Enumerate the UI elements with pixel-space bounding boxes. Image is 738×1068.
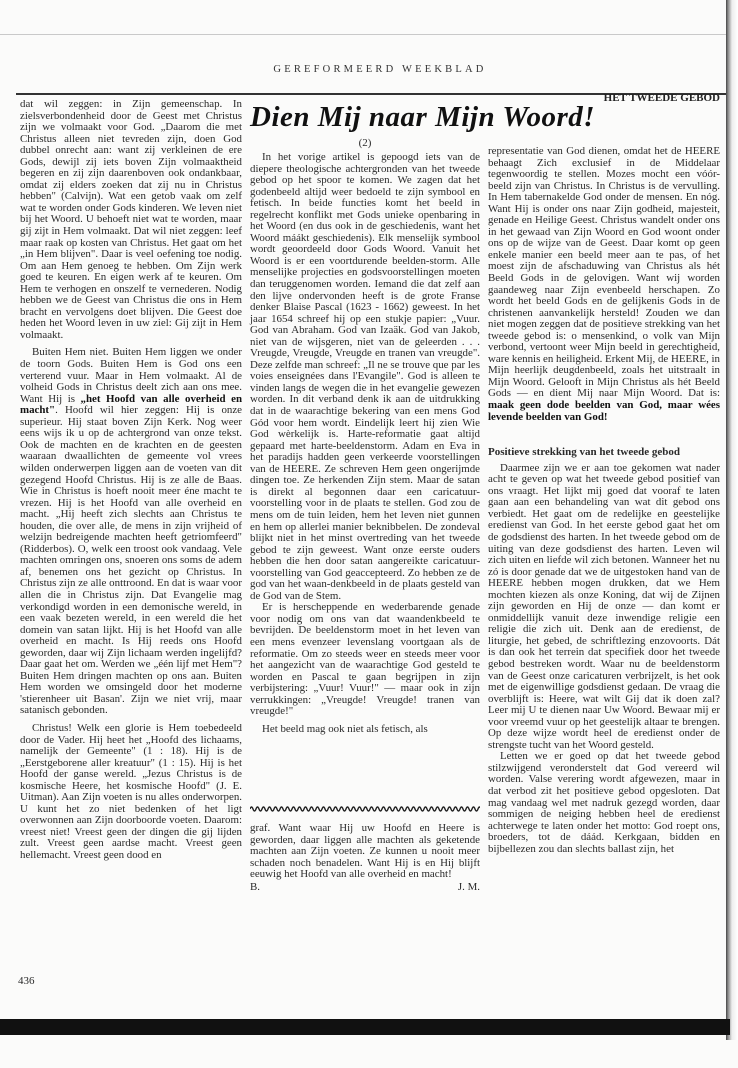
paragraph: Christus! Welk een glorie is Hem toebedeeld door de Vader. Hij heet het „Hoofd des lichaams, namelijk der Gemeente" (1 : 18). Hij is de „Eerstgeborene aller kreatuur" (1 : 15). Hij is het Hoofd der ganse wereld. „Jezus Christus is de kosmische Heere, het kosmische Hoofd" (J. E. Uitman). Aan Zijn voeten is nu alles onderworpen. U kunt het zo niet bedenken of het ligt overwonnen aan Zijn doorboorde voeten. Daarom: vreest niet! Vreest geen der dingen die gij lijden zult. Vreest geen aardse macht. Vreest geen hellemacht. Vreest geen dood en — [20, 721, 242, 861]
bold-text: maak geen dode beelden van God, maar wées levende beelden van God! — [488, 399, 720, 423]
paragraph: dat wil zeggen: in Zijn gemeenschap. In zielsverbondenheid door de Geest met Christus zijn we volmaakt voor God. „Daarom die met Christus alleen niet tevreden zijn, doen God dubbel onrecht aan: want zij verkleinen de ere Gods, dewijl zij iets boven Zijn volmaaktheid begeren en zij zijn daarenboven ook ondankbaar, omdat zij elders zoeken dat zij nu in Christus hebben" (Calvijn). Wat een getob vaak om zelf wat te worden onder Gods kinderen. We leven niet bij het Woord. U behoeft niet wat te worden, maar gij zijt in Hem volmaakt. Dat wil niet zeggen: leef maar raak op kosten van Christus. Het gaat om het „in Hem blijven". Daar is veel oefening toe nodig. Om aan Hem genoeg te hebben. Om Zijn werk goed te keuren. En eigen werk af te keuren. Om Hem te verhogen en onszelf te vernederen. Nodig hebben we de Geest van Christus die ons in Hem bracht en vervolgens doet blijven. Die Geest doe heden het Woord leven in uw ziel: Gij zijt in Hem volmaakt. — [20, 98, 242, 341]
part-number: (2) — [358, 137, 372, 149]
signature-line — [250, 882, 480, 894]
signature-left: B. — [250, 880, 260, 893]
page-number: 436 — [18, 975, 35, 987]
paragraph: Letten we er goed op dat het tweede gebod stilzwijgend veronderstelt dat God vereerd wil worden. Valse verering wordt afgewezen, maar in dat verbod zit het positieve gebod opgesloten. Dat mag vandaag wel met nadruk gezegd worden, daar sommigen de neiging hebben heel de eredienst achterwege te laten onder het motto: God roept ons, broeders, tot de dáád. Kerkgaan, bidden en bijbellezen zou dan slechts ballast zijn, het — [488, 750, 720, 855]
section-label: HET TWEEDE GEBOD — [603, 92, 720, 104]
running-head: GEREFORMEERD WEEKBLAD — [273, 64, 487, 75]
paragraph: Er is herscheppende en wederbarende genade voor nodig om ons van dat waandenkbeeld te bevrijden. De beeldenstorm moet in het leven van een mens evenzeer levenslang voortgaan als de reformatie. Om zo steeds weer en steeds meer voor het aangezicht van de waarachtige God gesteld te worden en Pascal te gaan begrijpen in zijn verbijstering: „Vuur! Vuur!" — maar ook in zijn verrukkingen: „Vreugde! Vreugde! tranen van vreugde!" — [250, 601, 480, 718]
scan-edge-right — [726, 0, 738, 1040]
paragraph — [488, 146, 720, 423]
paragraph: In het vorige artikel is gepoogd iets van de diepere theologische achtergronden van het tweede gebod op het spoor te komen. We zagen dat het godenbeeld altijd weer bedoeld te zijn symbool en fetisch. In beide functies komt het beeld in regelrecht konflikt met Gods unieke openbaring in het Woord (en dus ook in de geschiedenis, want het Woord máákt geschiedenis). Elk menselijk symbool wordt geoordeeld door Gods Woord. Vanuit het Woord is er een voortdurende beelden-storm. Alle menselijke projecties en godsvoorstellingen moeten dan teruggenomen worden. Iemand die dat zelf aan den lijve ondervonden heeft is de grote Franse denker Blaise Pascal (1623 - 1662) geweest. In het jaar 1654 schreef hij op een stukje papier: „Vuur. God van Abraham. God van Izaäk. God van Jakob, niet van de wijsgeren, niet van de geleerden . . . Vreugde, Vreugde, Vreugde en tranen van vreugde". Deze zelfde man schreef: „Il ne se trouve que par les voies enseignées dans l'Evangile". God is alleen te vinden langs de wegen die in het evangelie gewezen worden. In dit verband denk ik aan de uitdrukking dat in de waarachtige bekering van een mens God Gód voor hem wordt. Eindelijk leert hij zien Wie God wèrkelijk is. Harte-reformatie gaat altijd gepaard met harte-beeldenstorm. Adam en Eva in het paradijs hadden geen verkeerde voorstellingen van de HEERE. Ze schreven Hem geen ongerijmde dingen toe. Ze herkenden Zijn stem. Maar de satan is direkt al begonnen daar een caricatuur-voorstelling voor in de plaats te stellen. God zou de mens om de tuin leiden, hem het leven niet gunnen en hem op allerlei manier beknibbelen. De zondeval blijkt niet in het minst overtreding van het tweede gebod te zijn geweest. Want onze eerste ouders hebben die hen door satan aangereikte caricatuur-voorstelling van God geaccepteerd. Zo hebben ze de god van het waan-denkbeeld in de plaats gesteld van de God van de Stem. — [250, 151, 480, 602]
scan-edge-top — [0, 34, 728, 35]
text-run: Buiten Hem niet. Buiten Hem liggen we onder de toorn Gods. Buiten Hem is God ons een verterend vuur. Maar in Hem volmaakt. Al de volheid Gods in Christus deelt zich aan ons mee. Want Hij is — [20, 346, 242, 405]
bold-text: „het Hoofd van alle overheid en macht" — [20, 392, 242, 417]
text-run: representatie van God dienen, omdat het de HEERE behaagt Zich exclusief in de Middelaar tegenwoordig te stellen. Mozes mocht een vóór-beeld zijn van Christus. In Christus is de vervulling. In Hem tabernakelde God onder de mensen. En nóg. Want Hij is onder ons naar Zijn godheid, majesteit, genade en Heilige Geest. Christus wandelt onder ons in het gewaad van Zijn Woord en God woont onder ons op de wijze van de Geest. Daar komt op geen enkele manier een beeld meer aan te pas, of het moest zijn de afschaduwing van Christus als hét Beeld Gods in de gelovigen. Want wij worden gaandeweg naar Zijn evenbeeld herschapen. Zo wordt het beeld Gods en de gelijkenis Gods in de christenen aanvankelijk hersteld! Zouden we dan niet mogen zeggen dat de positieve strekking van het tweede gebod is: o mensenkind, o volk van Mijn verbond, vertoont weer Mijn beeld in gerechtigheid, ware kennis en heiligheid. Erkent Mij, de HEERE, in Mijn heerlijk deugdenbeeld, zoals het uitstraalt in Mijn Woord. Gelooft in Mijn Christus als hét Beeld Gods — en dient Mij naar Mijn Woord. Dat is: — [488, 145, 720, 400]
paragraph: Het beeld mag ook niet als fetisch, als — [262, 722, 428, 735]
article-title: Dien Mij naar Mijn Woord! — [250, 101, 596, 133]
paragraph: graf. Want waar Hij uw Hoofd en Heere is geworden, daar liggen alle machten als geketende machten aan Zijn voeten. Ze kunnen u nooit meer schaden noch benadelen. Want Hij is en Hij blijft eeuwig het Hoofd van alle overheid en macht! — [250, 822, 480, 881]
paragraph: Daarmee zijn we er aan toe gekomen wat nader acht te geven op wat het tweede gebod positief van ons vraagt. Het lijkt mij goed dat vooraf te laten gaan aan een behandeling van wat dit gebod ons verbiedt. Het gaat om de redelijke en geestelijke eredienst van God. In het eerste gebod gaat het om de godsdienst des harten. In het tweede gebod om de uiting van deze godsdienst des harten. Leven wil zich uiten en liefde wil zich betonen. Wanneer het nu zó is door genade dat we de uitgestoken hand van de HEERE hebben mogen drukken, dat we Hem mochten kiezen als onze Koning, dat wij de Zijnen zijn geworden en Hij de onze — dan komt er onmiddellijk vanuit deze inwendige religie een religie die zich uit. Denk aan de eredienst, de liturgie, het gebed, de schriftlezing enzovoorts. Dát is dan ook het terrein dat specifiek door het tweede gebod bestreken wordt. Waar nu de beeldenstorm van de Geest onze caricaturen verbrijzelt, is het ook met de eigenwillige godsdienst gedaan. De vraag die overblijft is: Heere, wat wilt Gij dat ik doen zal? Leer mij U te dienen naar Uw Woord. Bewaar mij er voor vreemd vuur op het geestelijk altaar te brengen. Op deze wijze wordt heel de eredienst onder de strengste tucht van het Woord gesteld. — [488, 461, 720, 751]
column-2 — [250, 152, 480, 735]
scan-edge-bottom — [0, 1019, 730, 1035]
closing-block — [250, 823, 480, 893]
column-3 — [488, 146, 720, 855]
author-initials: J. M. — [457, 880, 480, 893]
column-1 — [20, 99, 242, 862]
wavy-divider — [250, 804, 480, 814]
text-run: . Hoofd wil hier zeggen: Hij is onze superieur. Hij staat boven Zijn Kerk. Nog weer eens wijs ik u op de achtergrond van onze tekst. Ook de machten en de krachten en de geesten waaraan dwaallichten de gemeente vol vrees wilden onderwerpen liggen aan de voeten van dit gezegend Hoofd Christus. Hij is ze alle de Baas. Wie in Christus is hoeft nooit meer éne macht te vrezen. Hij is het Hoofd van alle overheid en macht. „Hij heeft zich slechts aan Christus te houden, die over alle, de mens in zijn vrijheid of welzijn bedreigende machten heeft getriomfeerd" (Ridderbos). O, welk een troost ook vandaag. Vele machten omringen ons, snoeren ons soms de adem af, benemen ons het gezicht op Christus. In Christus zijn ze alle onttroond. En dat is waar voor allen die in Christus zijn. Dat Evangelie mag verkondigd worden in een demonische wereld, in een vaak bezeten wereld, in een wereld die het domein van satan lijkt. Hij is het Hoofd van alle overheid en macht. Is Hij reeds ons Hoofd geworden, daar wij Zijn lichaam werden ingelijfd? Daar gaat het om. Werden we „één lijf met Hem"? Buiten Hem dringen machten op ons aan. Buiten Hem worden we omsingeld door het moderne 'stierenheer uit Basan'. Zijn we niet vrij, maar satanisch gebonden. — [20, 404, 242, 717]
subheading: Positieve strekking van het tweede gebod — [488, 446, 680, 459]
paragraph — [20, 347, 242, 717]
